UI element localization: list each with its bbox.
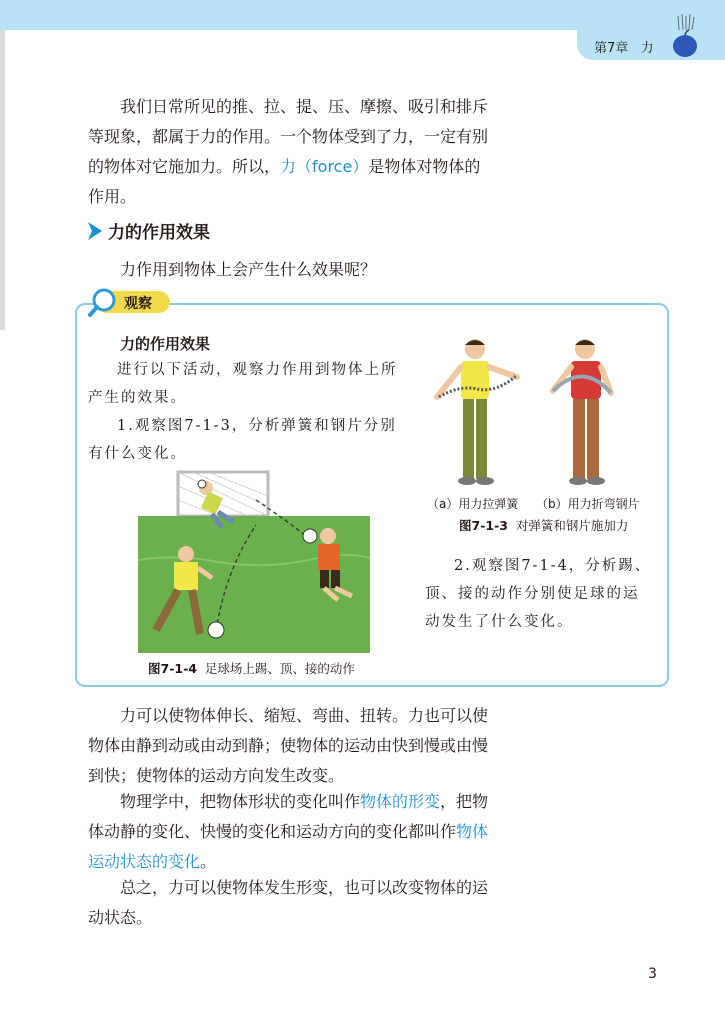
fig3-sub-a: （a）用力拉弹簧 <box>427 497 519 511</box>
force-keyword: 力（force） <box>280 157 369 176</box>
intro-text-1: 我们日常所见的推、拉、提、压、摩擦、吸引和排斥等现象，都属于力的作用。一个物体受到了力，一定有别的物体对它施加力。所以， <box>88 97 489 176</box>
fig3-sub-b: （b）用力折弯钢片 <box>536 497 640 511</box>
observe-step1: 1.观察图7-1-3，分析弹簧和钢片分别有什么变化。 <box>88 418 397 462</box>
fig3-caption-text: 对弹簧和钢片施加力 <box>515 518 629 533</box>
observe-step2: 2.观察图7-1-4，分析踢、顶、接的动作分别使足球的运动发生了什么变化。 <box>425 558 652 630</box>
falling-apple-icon <box>670 12 700 58</box>
intro-text-2: 是物体对物体的作用。 <box>88 157 481 206</box>
p2-text-a: 物理学中，把物体形状的变化叫作 <box>120 792 361 811</box>
page-edge-bar <box>0 30 5 330</box>
section-question: 力作用到物体上会产生什么效果呢？ <box>120 260 377 279</box>
magnifier-icon <box>88 287 122 317</box>
header-band <box>0 0 725 30</box>
fig3-number: 图7-1-3 <box>459 518 508 533</box>
intro-paragraph <box>88 92 496 212</box>
body-paragraph-1: 力可以使物体伸长、缩短、弯曲、扭转。力也可以使物体由静到动或由动到静；使物体的运动由快到慢或由慢到快；使物体的运动方向发生改变。 <box>88 706 489 785</box>
figure-7-1-4-illustration <box>138 470 370 653</box>
observe-intro: 进行以下活动，观察力作用到物体上所产生的效果。 <box>88 362 398 406</box>
section-arrow-icon <box>88 222 102 240</box>
chapter-label: 第7章 力 <box>594 41 654 56</box>
observe-badge-label: 观察 <box>124 296 152 312</box>
figure-7-1-3-illustration <box>425 335 670 490</box>
deformation-keyword: 物体的形变 <box>360 792 441 811</box>
fig3-caption <box>459 516 628 534</box>
body-paragraph-3: 总之，力可以使物体发生形变，也可以改变物体的运动状态。 <box>88 878 489 927</box>
page-number: 3 <box>648 966 657 982</box>
observe-badge <box>80 287 170 315</box>
motion-state-keyword: 物体运动状态的变化 <box>88 822 489 871</box>
p2-text-b: ，把物体动静的变化、快慢的变化和运动方向的变化都叫作 <box>88 792 489 841</box>
fig4-number: 图7-1-4 <box>148 661 197 676</box>
body-paragraph-2 <box>88 787 496 877</box>
p2-text-c: 。 <box>200 852 217 871</box>
fig4-caption <box>148 659 355 677</box>
fig4-caption-text: 足球场上踢、顶、接的动作 <box>204 661 355 676</box>
section-title: 力的作用效果 <box>108 223 210 243</box>
observe-title: 力的作用效果 <box>120 335 211 353</box>
